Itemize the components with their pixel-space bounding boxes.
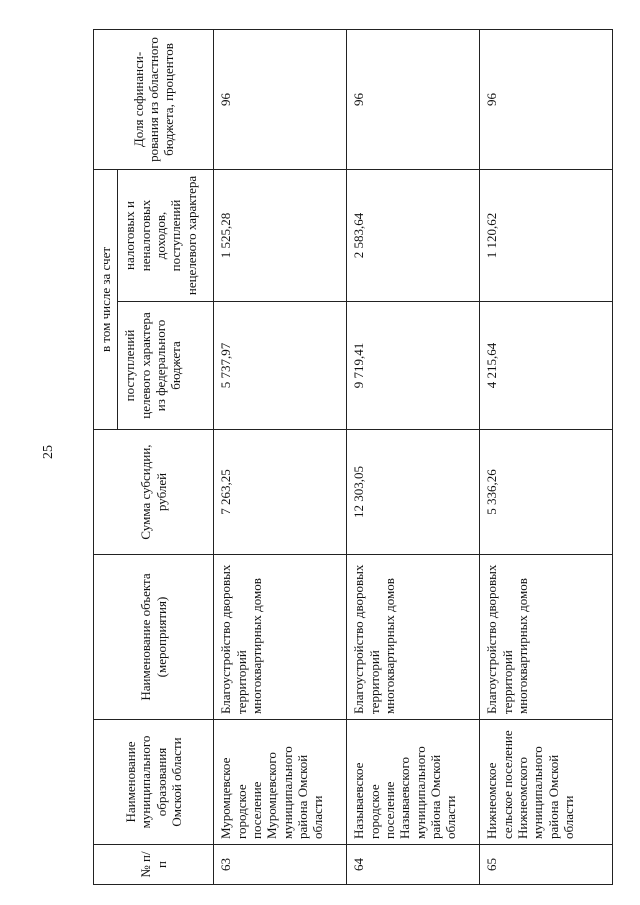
header-share: Доля софинанси-рования из областного бюджета, процентов: [94, 30, 214, 170]
row-municipality: Муромцевское городское поселение Муромцевского муниципального района Омской области: [214, 720, 347, 845]
table-row: [347, 30, 480, 885]
row-num: 65: [480, 845, 613, 885]
header-federal: поступлений целевого характера из федерального бюджета: [118, 302, 214, 430]
row-subsidy: 12 303,05: [347, 430, 480, 555]
header-tax: налоговых и неналоговых доходов, поступлений нецелевого характера: [118, 170, 214, 302]
row-tax: 2 583,64: [347, 170, 480, 302]
table-row: [214, 30, 347, 885]
header-num: № п/п: [94, 845, 214, 885]
row-object: Благоустройство дворовых территорий многоквартирных домов: [347, 555, 480, 720]
row-federal: 9 719,41: [347, 302, 480, 430]
row-tax: 1 525,28: [214, 170, 347, 302]
header-object: Наименование объекта (мероприятия): [94, 555, 214, 720]
row-num: 63: [214, 845, 347, 885]
row-object: Благоустройство дворовых территорий многоквартирных домов: [214, 555, 347, 720]
subsidy-table: [93, 29, 613, 885]
table-header-row: [94, 30, 118, 885]
header-including: в том числе за счет: [94, 170, 118, 430]
row-federal: 5 737,97: [214, 302, 347, 430]
page-number: 25: [41, 445, 56, 459]
header-subsidy: Сумма субсидии, рублей: [94, 430, 214, 555]
row-federal: 4 215,64: [480, 302, 613, 430]
table-row: [480, 30, 613, 885]
row-num: 64: [347, 845, 480, 885]
row-share: 96: [347, 30, 480, 170]
row-subsidy: 5 336,26: [480, 430, 613, 555]
row-share: 96: [480, 30, 613, 170]
row-object: Благоустройство дворовых территорий многоквартирных домов: [480, 555, 613, 720]
row-tax: 1 120,62: [480, 170, 613, 302]
row-subsidy: 7 263,25: [214, 430, 347, 555]
row-municipality: Называевское городское поселение Называевского муниципального района Омской области: [347, 720, 480, 845]
rotated-page-content: [93, 30, 613, 885]
row-share: 96: [214, 30, 347, 170]
header-municipality: Наименование муниципального образования Омской области: [94, 720, 214, 845]
row-municipality: Нижнеомское сельское поселение Нижнеомского муниципального района Омской области: [480, 720, 613, 845]
